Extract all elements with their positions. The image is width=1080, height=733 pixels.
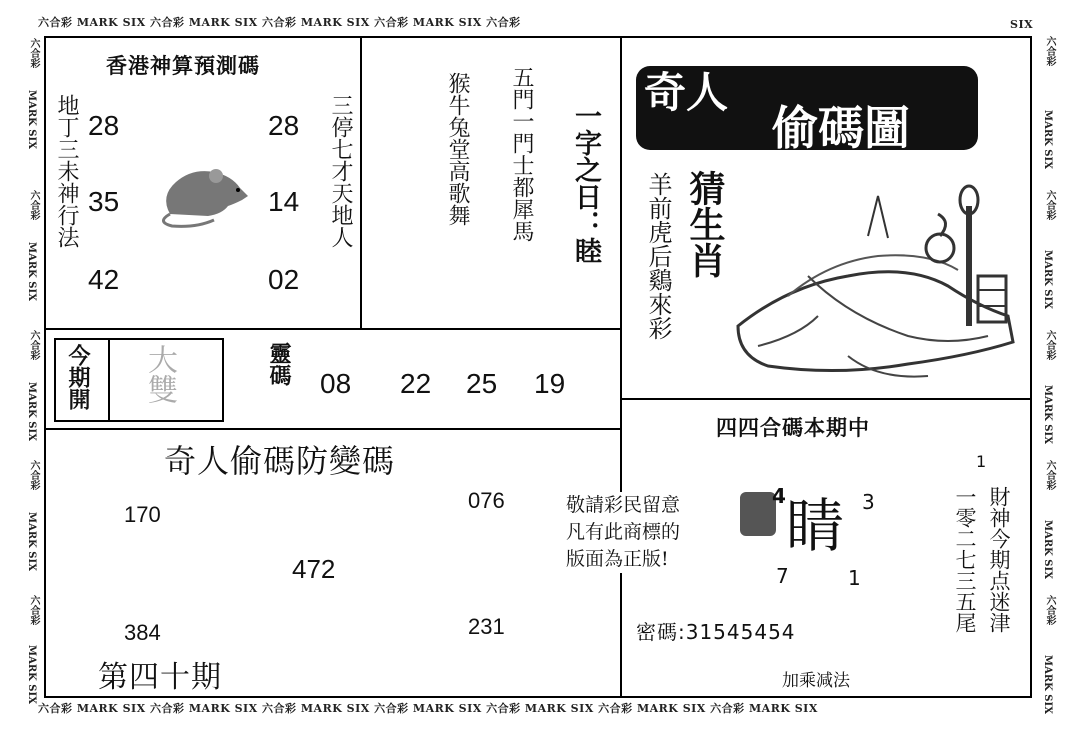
sisi-big-char: 睛: [786, 492, 845, 560]
prediction-right-verse: 三停七才天地人: [328, 94, 353, 248]
right-strip-label-2: MARK SIX: [1042, 110, 1053, 169]
left-strip-label-6: MARK SIX: [26, 382, 37, 441]
sisi-number-1: 1: [848, 566, 861, 590]
password-code: 密碼:31545454: [636, 620, 796, 644]
top-banner: 六合彩 MARK SIX 六合彩 MARK SIX 六合彩 MARK SIX 六合彩 MARK SIX 六合彩: [38, 16, 521, 29]
left-strip-label-8: MARK SIX: [26, 512, 37, 571]
sisi-panel: [622, 400, 1030, 696]
rat-illustration: [152, 156, 252, 228]
bottom-banner: 六合彩 MARK SIX 六合彩 MARK SIX 六合彩 MARK SIX 六合彩 MARK SIX 六合彩 MARK SIX 六合彩 MARK SIX 六合彩 MARK SIX: [38, 702, 818, 715]
guess-zodiac-verse: 羊前虎后鷄來彩: [644, 172, 672, 340]
right-strip-label-6: MARK SIX: [1042, 385, 1053, 444]
left-strip-label-5: 六合彩: [28, 330, 39, 360]
prediction-left-number-2: 35: [88, 186, 120, 217]
ling-number-4: 19: [534, 368, 566, 399]
issue-number: 第四十期: [98, 660, 222, 695]
right-strip-label-8: MARK SIX: [1042, 520, 1053, 579]
tail-verse: 一零二七三五尾: [953, 486, 977, 633]
fangbian-panel: [46, 430, 620, 696]
sisi-number-4: 4: [772, 484, 786, 508]
caishen-verse: 財神今期点迷津: [987, 486, 1011, 633]
poem-column-2: 五門一門士都犀馬: [509, 66, 534, 242]
sisi-number-7: 7: [776, 564, 789, 588]
sisi-corner-number: 1: [976, 452, 987, 471]
ling-number-1: 08: [320, 368, 352, 399]
prediction-right-number-2: 14: [268, 186, 300, 217]
prediction-left-verse: 地丁三未神行法: [54, 94, 79, 248]
fangbian-code-4: 384: [124, 620, 161, 645]
prediction-left-number-1: 28: [88, 110, 120, 141]
fangbian-code-2: 076: [468, 488, 505, 513]
fangbian-code-5: 231: [468, 614, 505, 639]
poem-panel: [362, 38, 620, 328]
fangbian-title: 奇人偷碼防變碼: [164, 442, 396, 480]
left-strip-label-7: 六合彩: [28, 460, 39, 490]
open-today-value: 大雙: [142, 344, 177, 404]
qiren-panel: [622, 38, 1030, 396]
left-strip-label-1: 六合彩: [28, 38, 39, 68]
poem-column-3: 一字之日：睦: [570, 102, 601, 264]
method-note: 加乘减法: [782, 671, 850, 691]
guess-zodiac-title: 猜生肖: [684, 170, 726, 278]
top-banner-right: SIX: [1010, 18, 1034, 31]
open-today-row: [46, 330, 620, 428]
fangbian-code-3: 472: [292, 554, 336, 584]
left-strip-label-4: MARK SIX: [26, 242, 37, 301]
ling-code-label: 靈碼: [266, 342, 291, 386]
qiren-title-2: 偷碼圖: [772, 101, 910, 155]
poem-column-1: 猴牛兔堂高歌舞: [445, 72, 470, 226]
notice-line-3: 版面為正版!: [566, 548, 669, 570]
left-strip-label-10: MARK SIX: [26, 645, 37, 704]
right-strip-label-10: MARK SIX: [1042, 655, 1053, 714]
ling-number-2: 22: [400, 368, 432, 399]
fangbian-code-1: 170: [124, 502, 161, 527]
right-strip-label-7: 六合彩: [1044, 460, 1055, 490]
right-strip-label-3: 六合彩: [1044, 190, 1055, 220]
right-strip-label-1: 六合彩: [1044, 36, 1055, 66]
open-today-label: 今期開: [65, 344, 90, 410]
trademark-logo: [740, 492, 776, 536]
sisi-title: 四四合碼本期中: [716, 416, 870, 440]
prediction-left-number-3: 42: [88, 264, 120, 295]
prediction-right-number-1: 28: [268, 110, 300, 141]
notice-line-2: 凡有此商標的: [566, 521, 681, 543]
right-side-strip: [1036, 30, 1064, 714]
prediction-panel: [46, 38, 360, 328]
ling-number-3: 25: [466, 368, 498, 399]
right-strip-label-9: 六合彩: [1044, 595, 1055, 625]
right-strip-label-5: 六合彩: [1044, 330, 1055, 360]
notice-line-1: 敬請彩民留意: [566, 494, 681, 516]
left-strip-label-3: 六合彩: [28, 190, 39, 220]
scholar-illustration: [728, 166, 1024, 392]
left-strip-label-9: 六合彩: [28, 595, 39, 625]
prediction-right-number-3: 02: [268, 264, 300, 295]
right-strip-label-4: MARK SIX: [1042, 250, 1053, 309]
prediction-title: 香港神算預測碼: [106, 54, 260, 78]
left-strip-label-2: MARK SIX: [26, 90, 37, 149]
qiren-title-1: 奇人: [644, 68, 729, 117]
sisi-number-3: 3: [862, 490, 875, 514]
